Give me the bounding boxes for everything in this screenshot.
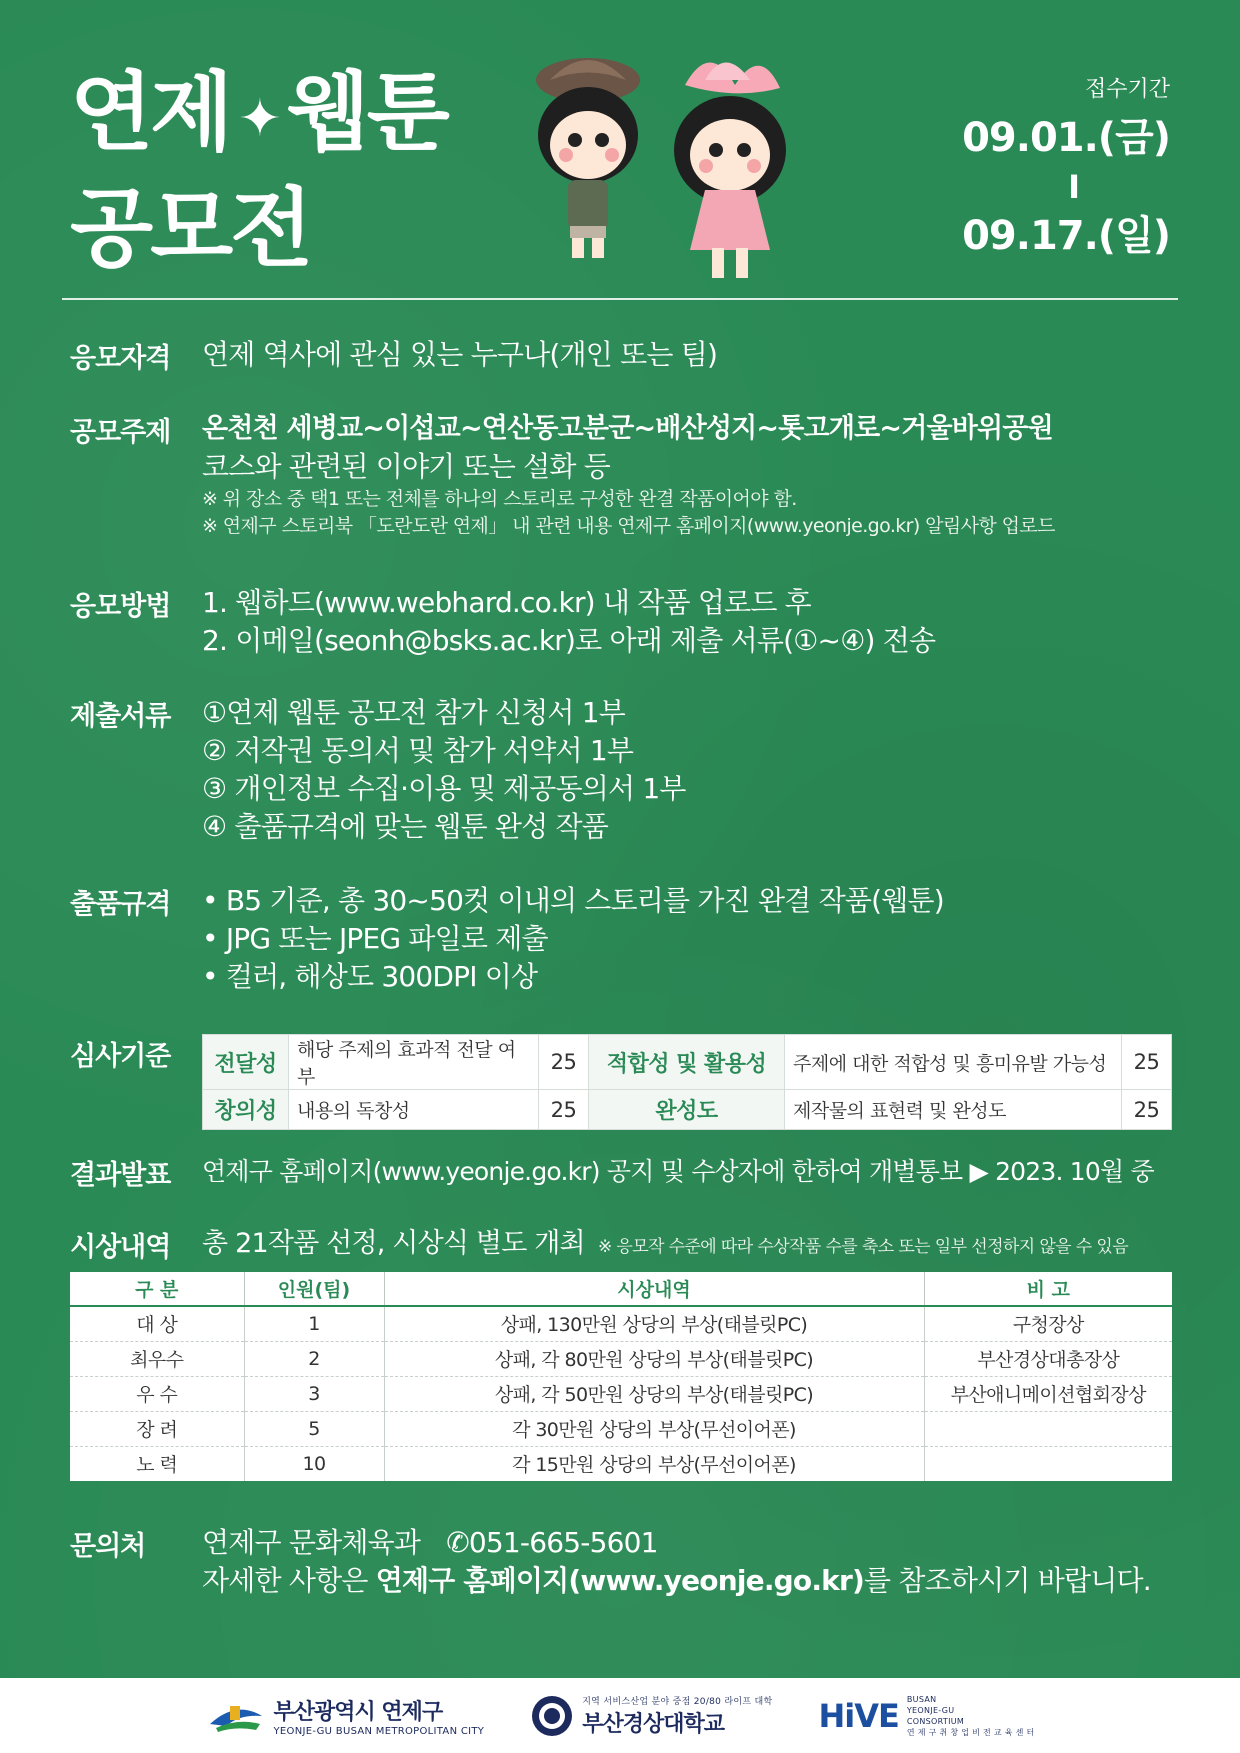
logo-bsks-university (530, 1694, 772, 1738)
method-step-2: 2. 이메일(seonh@bsks.ac.kr)로 아래 제출 서류(①~④) 전송 (202, 624, 936, 657)
period-label: 접수기간 (1084, 77, 1170, 102)
phone-icon: ✆ (446, 1526, 469, 1559)
period-end: 09.17.(일) (962, 213, 1170, 259)
title-word-contest: 공모전 (70, 178, 311, 279)
award-prize: 각 30만원 상당의 부상(무선이어폰) (384, 1411, 924, 1446)
award-prize: 상패, 130만원 상당의 부상(태블릿PC) (384, 1306, 924, 1341)
document-item: ② 저작권 동의서 및 참가 서약서 1부 (202, 734, 634, 767)
org3-sub1: BUSAN (906, 1694, 937, 1704)
contact-line2-a: 자세한 사항은 (202, 1564, 376, 1597)
criteria-table (202, 1034, 1172, 1130)
criteria-label: 심사기준 (70, 1041, 171, 1072)
award-category: 최우수 (70, 1341, 244, 1376)
logo-hive (819, 1694, 1035, 1738)
mascot-boy (536, 58, 640, 258)
award-category: 노 력 (70, 1446, 244, 1481)
table-row (70, 1411, 1172, 1446)
award-category: 우 수 (70, 1376, 244, 1411)
criteria-key: 전달성 (203, 1035, 289, 1090)
awards-text: 총 21작품 선정, 시상식 별도 개최 (202, 1228, 585, 1259)
award-count: 2 (244, 1341, 384, 1376)
award-remark (924, 1446, 1172, 1481)
period-start: 09.01.(금) (962, 115, 1170, 161)
result-text: 연제구 홈페이지(www.yeonje.go.kr) 공지 및 수상자에 한하여 개별통보 ▶ 2023. 10월 중 (202, 1157, 1154, 1186)
spec-item: • JPG 또는 JPEG 파일로 제출 (202, 922, 548, 955)
table-row (203, 1090, 1172, 1130)
header-divider (62, 298, 1178, 300)
topic-label: 공모주제 (70, 417, 171, 448)
criteria-key: 창의성 (203, 1090, 289, 1130)
mascot-girl (674, 63, 786, 279)
spec-item: • 컬러, 해상도 300DPI 이상 (202, 960, 538, 993)
topic-line-2: 코스와 관련된 이야기 또는 설화 등 (202, 450, 610, 483)
table-row (70, 1446, 1172, 1481)
award-count: 3 (244, 1376, 384, 1411)
spec-label: 출품규격 (70, 889, 171, 920)
mascot-characters-illustration (520, 40, 820, 285)
criteria-score: 25 (539, 1090, 589, 1130)
criteria-score: 25 (1122, 1035, 1172, 1090)
column-header: 인원(팀) (244, 1272, 384, 1306)
topic-note-1: ※ 위 장소 중 택1 또는 전체를 하나의 스토리로 구성한 완결 작품이어야 함. (202, 488, 797, 510)
award-prize: 각 15만원 상당의 부상(무선이어폰) (384, 1446, 924, 1481)
table-row (70, 1306, 1172, 1341)
yeonje-gu-emblem-icon (206, 1696, 266, 1736)
award-count: 10 (244, 1446, 384, 1481)
document-item: ①연제 웹툰 공모전 참가 신청서 1부 (202, 696, 626, 729)
award-category: 장 려 (70, 1411, 244, 1446)
awards-note: ※ 응모작 수준에 따라 수상작품 수를 축소 또는 일부 선정하지 않을 수 있음 (597, 1237, 1129, 1257)
award-prize: 상패, 각 80만원 상당의 부상(태블릿PC) (384, 1341, 924, 1376)
org2-name: 부산경상대학교 (582, 1711, 724, 1737)
table-row (70, 1376, 1172, 1411)
result-label: 결과발표 (70, 1160, 171, 1191)
criteria-desc: 제작물의 표현력 및 완성도 (785, 1090, 1122, 1130)
topic-line-1: 온천천 세병교~이섭교~연산동고분군~배산성지~톳고개로~거울바위공원 (202, 413, 1053, 444)
method-label: 응모방법 (70, 591, 171, 622)
contact-homepage: 연제구 홈페이지(www.yeonje.go.kr) (375, 1564, 865, 1597)
footer-logos (0, 1678, 1240, 1753)
criteria-score: 25 (1122, 1090, 1172, 1130)
org1-sub: YEONJE-GU BUSAN METROPOLITAN CITY (273, 1725, 485, 1737)
contact-phone: 051-665-5601 (468, 1526, 658, 1559)
criteria-desc: 주제에 대한 적합성 및 흥미유발 가능성 (785, 1035, 1122, 1090)
criteria-desc: 해당 주제의 효과적 전달 여부 (289, 1035, 539, 1090)
university-seal-icon (530, 1694, 574, 1738)
column-header: 시상내역 (384, 1272, 924, 1306)
table-header-row (70, 1272, 1172, 1306)
criteria-key: 적합성 및 활용성 (589, 1035, 785, 1090)
org3-sub3: CONSORTIUM (906, 1716, 965, 1726)
poster-title (70, 58, 447, 284)
title-word-webtoon: 웹툰 (286, 63, 447, 163)
criteria-desc: 내용의 독창성 (289, 1090, 539, 1130)
org2-tag: 지역 서비스산업 분야 중점 20/80 라이프 대학 (582, 1696, 773, 1707)
award-category: 대 상 (70, 1306, 244, 1341)
org3-name: HiVE (818, 1696, 899, 1735)
table-row (70, 1341, 1172, 1376)
spec-item: • B5 기준, 총 30~50컷 이내의 스토리를 가진 완결 작품(웹툰) (202, 884, 944, 917)
award-remark (924, 1411, 1172, 1446)
column-header: 비 고 (924, 1272, 1172, 1306)
eligibility-text: 연제 역사에 관심 있는 누구나(개인 또는 팀) (202, 338, 718, 371)
period-separator: I (1068, 168, 1080, 206)
title-word-yeonje: 연제 (70, 63, 231, 163)
contact-dept: 연제구 문화체육과 (202, 1526, 421, 1559)
logo-yeonje-gu (206, 1695, 485, 1737)
table-row (203, 1035, 1172, 1090)
award-remark: 부산경상대총장상 (924, 1341, 1172, 1376)
contact-label: 문의처 (70, 1531, 146, 1562)
org3-sub2: YEONJE-GU (906, 1705, 955, 1715)
awards-label: 시상내역 (70, 1232, 171, 1263)
org1-name: 부산광역시 연제구 (273, 1699, 443, 1725)
document-item: ④ 출품규격에 맞는 웹툰 완성 작품 (202, 810, 609, 843)
awards-table (70, 1272, 1172, 1481)
eligibility-label: 응모자격 (70, 343, 171, 374)
method-step-1: 1. 웹하드(www.webhard.co.kr) 내 작품 업로드 후 (202, 586, 811, 619)
award-count: 5 (244, 1411, 384, 1446)
award-count: 1 (244, 1306, 384, 1341)
award-prize: 상패, 각 50만원 상당의 부상(태블릿PC) (384, 1376, 924, 1411)
topic-note-2: ※ 연제구 스토리북 「도란도란 연제」 내 관련 내용 연제구 홈페이지(www.yeonje.go.kr) 알림사항 업로드 (202, 515, 1055, 537)
org3-sub4: 연 제 구 취 창 업 비 전 교 육 센 터 (906, 1727, 1035, 1737)
criteria-key: 완성도 (589, 1090, 785, 1130)
submission-period (962, 72, 1170, 263)
award-remark: 구청장상 (924, 1306, 1172, 1341)
documents-label: 제출서류 (70, 701, 171, 732)
column-header: 구 분 (70, 1272, 244, 1306)
criteria-score: 25 (539, 1035, 589, 1090)
award-remark: 부산애니메이션협회장상 (924, 1376, 1172, 1411)
document-item: ③ 개인정보 수집·이용 및 제공동의서 1부 (202, 772, 686, 805)
contact-line2-c: 를 참조하시기 바랍니다. (864, 1564, 1151, 1597)
sparkle-icon: ✦ (238, 88, 279, 149)
